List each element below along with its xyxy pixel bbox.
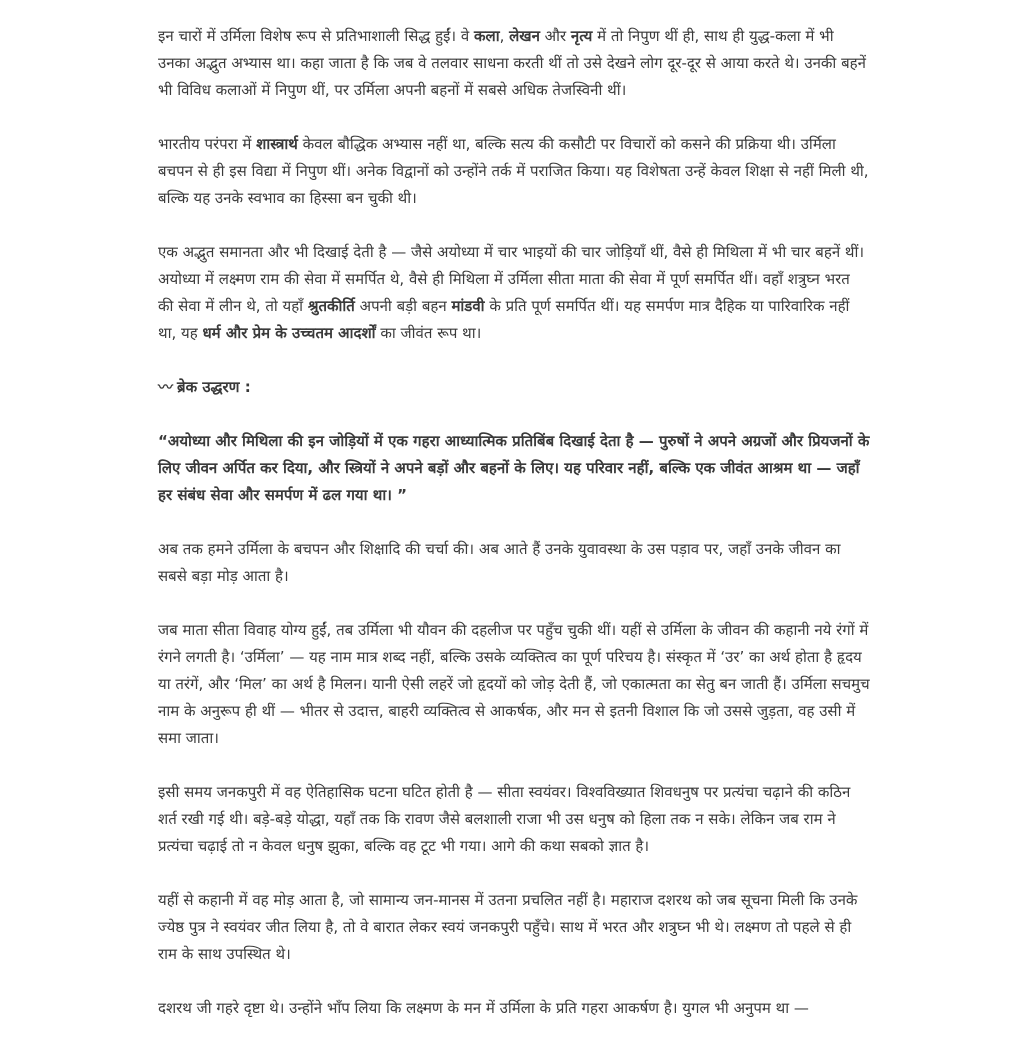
paragraph-text: अपनी बड़ी बहन: [354, 297, 452, 315]
paragraph-text: का जीवंत रूप था।: [375, 324, 482, 342]
paragraph-text: के प्रति पूर्ण समर्पित थीं। यह समर्पण मात्र दैहिक या पारिवारिक नहीं था, यह: [158, 297, 850, 342]
paragraph-text: भारतीय परंपरा में: [158, 135, 257, 153]
bold-term: नृत्य: [570, 27, 593, 45]
paragraph: दशरथ जी गहरे दृष्टा थे। उन्होंने भाँप लिया कि लक्ष्मण के मन में उर्मिला के प्रति गहरा आकर्षण है। युगल भी अनुपम था —: [158, 999, 809, 1017]
wave-icon: 〰: [158, 378, 174, 396]
bold-term: शास्त्रार्थ: [256, 135, 298, 153]
bold-term: कला: [474, 27, 500, 45]
paragraph-text: और: [539, 27, 571, 45]
paragraph: अब तक हमने उर्मिला के बचपन और शिक्षादि की चर्चा की। अब आते हैं उनके युवावस्था के उस पड़ाव पर, जहाँ उनके जीवन का सबसे बड़ा मोड़ आता है।: [158, 540, 841, 585]
article-body: [158, 23, 870, 1049]
paragraph: [158, 23, 870, 104]
bold-term: लेखन: [509, 27, 540, 45]
bold-term: धर्म और प्रेम के उच्चतम आदर्शों: [202, 324, 376, 342]
paragraph-text: में तो निपुण थीं ही, साथ ही युद्ध-कला में भी उनका अद्भुत अभ्यास था। कहा जाता है कि जब वे तलवार साधना करती थीं तो उसे देखने लोग दूर-दूर से आया करते थे। उनकी बहनें भी विविध कलाओं में निपुण थीं, पर उर्मिला अपनी बहनों में सबसे अधिक तेजस्विनी थीं।: [158, 27, 866, 99]
paragraph-text: केवल बौद्धिक अभ्यास नहीं था, बल्कि सत्य की कसौटी पर विचारों को कसने की प्रक्रिया थी। उर्मिला बचपन से ही इस विद्या में निपुण थीं। अनेक विद्वानों को उन्होंने तर्क में पराजित किया। यह विशेषता उन्हें केवल शिक्षा से नहीं मिली थी, बल्कि यह उनके स्वभाव का हिस्सा बन चुकी थी।: [158, 135, 869, 207]
break-quote-title: [158, 374, 870, 401]
paragraph: जब माता सीता विवाह योग्य हुईं, तब उर्मिला भी यौवन की दहलीज पर पहुँच चुकी थीं। यहीं से उर्मिला के जीवन की कहानी नये रंगों में रंगने लगती है। ‘उर्मिला’ — यह नाम मात्र शब्द नहीं, बल्कि उसके व्यक्तित्व का पूर्ण परिचय है। संस्कृत में ‘उर’ का अर्थ होता है हृदय या तरंगें, और ‘मिल’ का अर्थ है मिलन। यानी ऐसी लहरें जो हृदयों को जोड़ देती हैं, जो एकात्मता का सेतु बन जाती हैं। उर्मिला सचमुच नाम के अनुरूप ही थीं — भीतर से उदात्त, बाहरी व्यक्तित्व से आकर्षक, और मन से इतनी विशाल कि जो उससे जुड़ता, वह उसी में समा जाता।: [158, 621, 870, 747]
paragraph: यहीं से कहानी में वह मोड़ आता है, जो सामान्य जन-मानस में उतना प्रचलित नहीं है। महाराज दशरथ को जब सूचना मिली कि उनके ज्येष्ठ पुत्र ने स्वयंवर जीत लिया है, तो वे बारात लेकर स्वयं जनकपुरी पहुँचे। साथ में भरत और शत्रुघ्न भी थे। लक्ष्मण तो पहले से ही राम के साथ उपस्थित थे।: [158, 891, 858, 963]
bold-term: मांडवी: [451, 297, 485, 315]
paragraph: इसी समय जनकपुरी में वह ऐतिहासिक घटना घटित होती है — सीता स्वयंवर। विश्वविख्यात शिवधनुष पर प्रत्यंचा चढ़ाने की कठिन शर्त रखी गई थी। बड़े-बड़े योद्धा, यहाँ तक कि रावण जैसे बलशाली राजा भी उस धनुष को हिला तक न सके। लेकिन जब राम ने प्रत्यंचा चढ़ाई तो न केवल धनुष झुका, बल्कि वह टूट भी गया। आगे की कथा सबको ज्ञात है।: [158, 783, 851, 855]
paragraph-text: इन चारों में उर्मिला विशेष रूप से प्रतिभाशाली सिद्ध हुईं। वे: [158, 27, 474, 45]
break-quote-text: “अयोध्या और मिथिला की इन जोड़ियों में एक गहरा आध्यात्मिक प्रतिबिंब दिखाई देता है — पुरुषों ने अपने अग्रजों और प्रियजनों के लिए जीवन अर्पित कर दिया, और स्त्रियों ने अपने बड़ों और बहनों के लिए। यह परिवार नहीं, बल्कि एक जीवंत आश्रम था — जहाँ हर संबंध सेवा और समर्पण में ढल गया था। ”: [158, 432, 870, 504]
break-quote-label: ब्रेक उद्धरण :: [177, 378, 251, 396]
bold-term: श्रुतकीर्ति: [307, 297, 355, 315]
paragraph-text: एक अद्भुत समानता और भी दिखाई देती है — जैसे अयोध्या में चार भाइयों की चार जोड़ियाँ थीं, वैसे ही मिथिला में भी चार बहनें थीं। अयोध्या में लक्ष्मण राम की सेवा में समर्पित थे, वैसे ही मिथिला में उर्मिला सीता माता की सेवा में पूर्ण समर्पित थीं। वहाँ शत्रुघ्न भरत की सेवा में लीन थे, तो यहाँ: [158, 243, 865, 315]
paragraph-text: ,: [499, 27, 510, 45]
paragraph: [158, 239, 870, 347]
paragraph: [158, 131, 870, 212]
